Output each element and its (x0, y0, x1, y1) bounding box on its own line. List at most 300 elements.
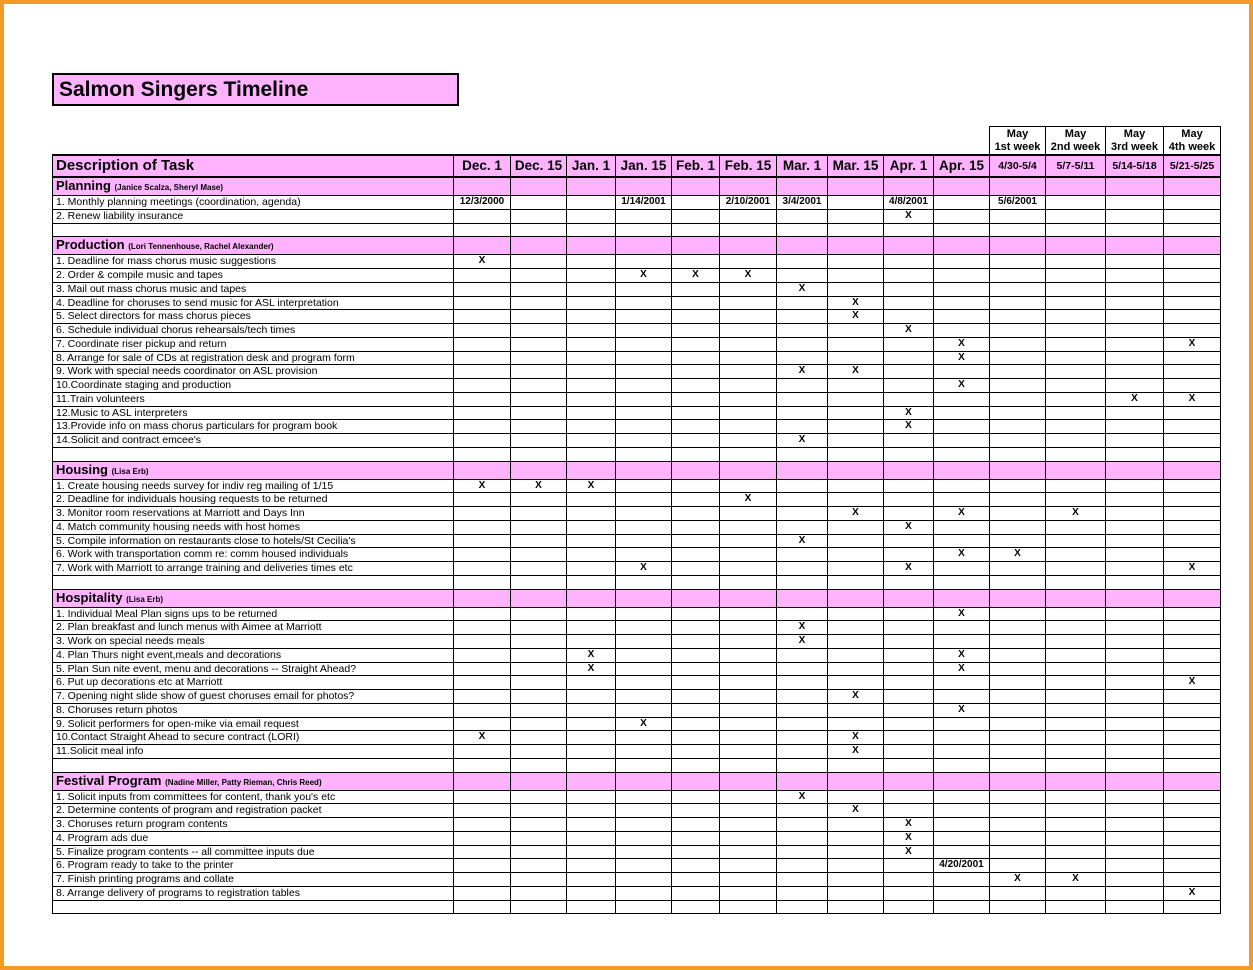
schedule-cell (828, 337, 884, 351)
schedule-cell: 4/8/2001 (884, 196, 934, 210)
task-row (53, 845, 1221, 859)
section-header-cell (828, 237, 884, 255)
section-header-cell (828, 177, 884, 196)
schedule-cell: X (934, 337, 990, 351)
schedule-cell (777, 873, 828, 887)
schedule-cell (1106, 804, 1164, 818)
schedule-cell (511, 196, 567, 210)
column-header: 5/7-5/11 (1046, 155, 1106, 177)
schedule-cell (828, 255, 884, 269)
schedule-cell (672, 648, 720, 662)
schedule-cell (1164, 703, 1221, 717)
spacer-cell (1164, 447, 1221, 461)
schedule-cell (720, 434, 777, 448)
schedule-cell: X (1046, 873, 1106, 887)
schedule-cell (990, 635, 1046, 649)
schedule-cell (1046, 562, 1106, 576)
task-label: 1. Individual Meal Plan signs ups to be returned (53, 607, 454, 621)
section-header-cell (616, 237, 672, 255)
schedule-cell (616, 804, 672, 818)
schedule-cell (567, 520, 616, 534)
schedule-cell (990, 434, 1046, 448)
schedule-cell (777, 209, 828, 223)
schedule-cell (1164, 255, 1221, 269)
schedule-cell (616, 607, 672, 621)
section-name: Hospitality (56, 589, 123, 605)
schedule-cell (672, 635, 720, 649)
spacer-cell (1164, 223, 1221, 237)
schedule-cell (934, 479, 990, 493)
schedule-cell (567, 534, 616, 548)
schedule-cell (511, 648, 567, 662)
schedule-cell (511, 324, 567, 338)
schedule-cell (884, 365, 934, 379)
schedule-cell (828, 845, 884, 859)
schedule-cell (1164, 296, 1221, 310)
schedule-cell: X (934, 548, 990, 562)
schedule-cell (990, 379, 1046, 393)
schedule-cell: X (1164, 392, 1221, 406)
schedule-cell (616, 365, 672, 379)
page-title: Salmon Singers Timeline (52, 73, 459, 106)
spacer-cell (934, 447, 990, 461)
section-header-cell (1046, 461, 1106, 479)
task-row (53, 717, 1221, 731)
section-header-cell (1046, 589, 1106, 607)
schedule-cell (1046, 269, 1106, 283)
schedule-cell (616, 745, 672, 759)
schedule-cell (884, 873, 934, 887)
schedule-cell (454, 520, 511, 534)
section-title (53, 461, 454, 479)
schedule-cell (672, 886, 720, 900)
task-row (53, 731, 1221, 745)
schedule-cell (672, 324, 720, 338)
schedule-cell (990, 831, 1046, 845)
schedule-cell (567, 690, 616, 704)
schedule-cell (720, 392, 777, 406)
schedule-cell (454, 607, 511, 621)
spacer-row (53, 575, 1221, 589)
schedule-cell: X (828, 296, 884, 310)
schedule-cell (828, 818, 884, 832)
section-header-row (53, 461, 1221, 479)
schedule-cell (511, 690, 567, 704)
task-row (53, 562, 1221, 576)
schedule-cell (672, 607, 720, 621)
schedule-cell (1106, 337, 1164, 351)
spacer-cell (990, 758, 1046, 772)
task-label: 4. Match community housing needs with host homes (53, 520, 454, 534)
schedule-cell (616, 886, 672, 900)
spacer-cell (884, 758, 934, 772)
schedule-cell (720, 607, 777, 621)
schedule-cell (1106, 255, 1164, 269)
schedule-cell (1164, 804, 1221, 818)
section-header-cell (1106, 461, 1164, 479)
schedule-cell: X (454, 731, 511, 745)
schedule-cell (884, 859, 934, 873)
task-row (53, 534, 1221, 548)
schedule-cell (1164, 406, 1221, 420)
section-header-cell (1106, 772, 1164, 790)
spacer-cell (672, 447, 720, 461)
spacer-cell (990, 223, 1046, 237)
schedule-cell (1106, 351, 1164, 365)
schedule-cell (511, 520, 567, 534)
task-label: 2. Deadline for individuals housing requests to be returned (53, 493, 454, 507)
task-label: 7. Finish printing programs and collate (53, 873, 454, 887)
schedule-cell (934, 745, 990, 759)
task-row (53, 507, 1221, 521)
schedule-cell (720, 662, 777, 676)
section-header-cell (990, 589, 1046, 607)
schedule-cell (616, 209, 672, 223)
schedule-cell (1046, 703, 1106, 717)
schedule-cell (616, 859, 672, 873)
schedule-cell (1046, 845, 1106, 859)
schedule-cell (990, 886, 1046, 900)
spacer-cell (672, 575, 720, 589)
spacer-cell (720, 447, 777, 461)
schedule-cell (454, 562, 511, 576)
section-header-cell (777, 177, 828, 196)
spacer-cell (511, 575, 567, 589)
schedule-cell (1164, 731, 1221, 745)
section-header-cell (454, 177, 511, 196)
schedule-cell (511, 804, 567, 818)
section-header-cell (1164, 461, 1221, 479)
spacer-cell (567, 447, 616, 461)
schedule-cell (934, 255, 990, 269)
task-row (53, 607, 1221, 621)
spacer-cell (511, 223, 567, 237)
schedule-cell (990, 703, 1046, 717)
schedule-cell (1106, 379, 1164, 393)
schedule-cell (884, 255, 934, 269)
schedule-cell: X (567, 479, 616, 493)
schedule-cell: X (884, 406, 934, 420)
task-row (53, 676, 1221, 690)
schedule-cell (1106, 818, 1164, 832)
schedule-cell (567, 269, 616, 283)
section-header-cell (672, 461, 720, 479)
section-header-cell (616, 461, 672, 479)
schedule-cell (511, 392, 567, 406)
section-name: Festival Program (56, 772, 162, 788)
schedule-cell (884, 310, 934, 324)
schedule-cell (454, 804, 511, 818)
schedule-cell (884, 534, 934, 548)
schedule-cell (720, 818, 777, 832)
schedule-cell (616, 379, 672, 393)
task-row (53, 703, 1221, 717)
section-header-cell (777, 237, 828, 255)
schedule-cell (828, 635, 884, 649)
may-week-header (989, 126, 1221, 154)
schedule-cell (567, 493, 616, 507)
section-header-cell (1164, 772, 1221, 790)
schedule-cell (1164, 831, 1221, 845)
schedule-cell: X (884, 420, 934, 434)
schedule-cell (1106, 269, 1164, 283)
section-people: (Lori Tennenhouse, Rachel Alexander) (128, 242, 274, 252)
schedule-cell (934, 790, 990, 804)
schedule-cell (884, 479, 934, 493)
schedule-cell: X (828, 310, 884, 324)
task-row (53, 434, 1221, 448)
section-header-cell (1164, 589, 1221, 607)
task-label: 1. Deadline for mass chorus music suggestions (53, 255, 454, 269)
schedule-cell (884, 392, 934, 406)
schedule-cell (672, 365, 720, 379)
section-header-cell (720, 589, 777, 607)
schedule-cell (567, 507, 616, 521)
schedule-cell (511, 269, 567, 283)
schedule-cell (990, 507, 1046, 521)
spacer-cell (511, 758, 567, 772)
schedule-cell (1164, 621, 1221, 635)
spacer-cell (567, 223, 616, 237)
section-title (53, 589, 454, 607)
task-label: 4. Deadline for choruses to send music for ASL interpretation (53, 296, 454, 310)
schedule-cell (1164, 607, 1221, 621)
schedule-cell: X (884, 324, 934, 338)
schedule-cell (1046, 607, 1106, 621)
schedule-cell (1046, 690, 1106, 704)
schedule-cell (990, 255, 1046, 269)
schedule-cell (720, 690, 777, 704)
spacer-cell (720, 575, 777, 589)
column-header: Mar. 15 (828, 155, 884, 177)
spacer-cell (934, 900, 990, 914)
schedule-cell (511, 818, 567, 832)
schedule-cell (1164, 269, 1221, 283)
schedule-cell (567, 717, 616, 731)
spacer-cell (1164, 900, 1221, 914)
task-row (53, 635, 1221, 649)
schedule-cell (672, 676, 720, 690)
schedule-cell (828, 269, 884, 283)
schedule-cell (511, 562, 567, 576)
section-header-cell (720, 177, 777, 196)
spacer-cell (828, 900, 884, 914)
task-label: 7. Work with Marriott to arrange training and deliveries times etc (53, 562, 454, 576)
schedule-cell: X (884, 520, 934, 534)
schedule-cell (616, 337, 672, 351)
schedule-cell (616, 831, 672, 845)
schedule-cell (567, 790, 616, 804)
schedule-cell: 12/3/2000 (454, 196, 511, 210)
spacer-row (53, 447, 1221, 461)
spacer-cell (454, 758, 511, 772)
column-header: Apr. 1 (884, 155, 934, 177)
section-header-row (53, 772, 1221, 790)
schedule-cell (884, 745, 934, 759)
section-header-cell (1106, 237, 1164, 255)
schedule-cell (828, 282, 884, 296)
spacer-cell (672, 900, 720, 914)
schedule-cell (1046, 662, 1106, 676)
schedule-cell (777, 324, 828, 338)
may-week-2-header: May 2nd week (1046, 127, 1106, 155)
schedule-cell (616, 703, 672, 717)
schedule-cell (1046, 324, 1106, 338)
schedule-cell (990, 818, 1046, 832)
schedule-cell (720, 548, 777, 562)
schedule-cell: X (616, 562, 672, 576)
schedule-cell: X (884, 831, 934, 845)
schedule-cell (454, 507, 511, 521)
schedule-cell (672, 351, 720, 365)
schedule-cell (511, 296, 567, 310)
section-header-cell (720, 237, 777, 255)
schedule-cell (511, 607, 567, 621)
section-title (53, 772, 454, 790)
schedule-cell (454, 662, 511, 676)
task-label: 5. Compile information on restaurants close to hotels/St Cecilia's (53, 534, 454, 548)
schedule-cell (777, 379, 828, 393)
schedule-cell (454, 648, 511, 662)
schedule-cell (1046, 520, 1106, 534)
spacer-cell (934, 758, 990, 772)
schedule-cell (1046, 534, 1106, 548)
spacer-cell (1164, 575, 1221, 589)
schedule-cell (1164, 690, 1221, 704)
spacer-cell (1106, 223, 1164, 237)
task-label: 10.Coordinate staging and production (53, 379, 454, 393)
schedule-cell (511, 676, 567, 690)
section-header-cell (720, 461, 777, 479)
section-people: (Janice Scalza, Sheryl Mase) (114, 183, 224, 192)
schedule-cell (672, 621, 720, 635)
schedule-cell: X (777, 621, 828, 635)
schedule-cell (616, 648, 672, 662)
schedule-cell (567, 324, 616, 338)
section-people: (Lisa Erb) (126, 594, 163, 604)
schedule-cell (616, 392, 672, 406)
schedule-cell (720, 255, 777, 269)
schedule-cell (672, 296, 720, 310)
schedule-cell (884, 703, 934, 717)
schedule-cell (672, 420, 720, 434)
task-row (53, 648, 1221, 662)
spacer-cell (1046, 223, 1106, 237)
schedule-cell (1046, 859, 1106, 873)
column-header: Apr. 15 (934, 155, 990, 177)
schedule-cell (511, 662, 567, 676)
task-row (53, 209, 1221, 223)
section-header-cell (1164, 237, 1221, 255)
schedule-cell (884, 337, 934, 351)
schedule-cell (828, 379, 884, 393)
schedule-cell (884, 886, 934, 900)
schedule-cell (777, 392, 828, 406)
schedule-cell (720, 365, 777, 379)
schedule-cell (1046, 790, 1106, 804)
section-header-cell (511, 237, 567, 255)
schedule-cell (1106, 434, 1164, 448)
task-label: 8. Choruses return photos (53, 703, 454, 717)
schedule-cell (616, 493, 672, 507)
schedule-cell (934, 434, 990, 448)
task-row (53, 621, 1221, 635)
task-label: 6. Program ready to take to the printer (53, 859, 454, 873)
schedule-cell (1106, 507, 1164, 521)
spacer-cell (511, 900, 567, 914)
schedule-cell (454, 379, 511, 393)
schedule-cell (720, 745, 777, 759)
section-header-cell (828, 461, 884, 479)
schedule-cell (884, 351, 934, 365)
section-header-cell (884, 772, 934, 790)
spacer-cell (1046, 575, 1106, 589)
task-label: 3. Monitor room reservations at Marriott and Days Inn (53, 507, 454, 521)
schedule-cell (884, 621, 934, 635)
task-label: 5. Select directors for mass chorus pieces (53, 310, 454, 324)
schedule-cell (1164, 662, 1221, 676)
schedule-cell (1164, 310, 1221, 324)
schedule-cell (990, 406, 1046, 420)
schedule-cell (934, 562, 990, 576)
schedule-cell: X (616, 269, 672, 283)
schedule-cell (720, 831, 777, 845)
section-header-row (53, 237, 1221, 255)
schedule-cell: X (884, 209, 934, 223)
schedule-cell (511, 703, 567, 717)
schedule-cell: X (828, 731, 884, 745)
schedule-cell (828, 406, 884, 420)
schedule-cell (511, 420, 567, 434)
schedule-cell (990, 337, 1046, 351)
schedule-cell (884, 717, 934, 731)
schedule-cell (1164, 507, 1221, 521)
schedule-cell (616, 690, 672, 704)
schedule-cell (934, 873, 990, 887)
schedule-cell (454, 351, 511, 365)
schedule-cell (777, 703, 828, 717)
schedule-cell (934, 831, 990, 845)
spacer-cell (884, 447, 934, 461)
schedule-cell (720, 886, 777, 900)
schedule-cell (990, 662, 1046, 676)
spacer-cell (1046, 900, 1106, 914)
schedule-cell (990, 209, 1046, 223)
schedule-cell (934, 845, 990, 859)
schedule-cell (1106, 420, 1164, 434)
schedule-cell: 5/6/2001 (990, 196, 1046, 210)
schedule-cell (990, 804, 1046, 818)
schedule-cell (1164, 717, 1221, 731)
section-name: Planning (56, 178, 111, 193)
schedule-cell (454, 621, 511, 635)
schedule-cell (454, 745, 511, 759)
schedule-cell: X (511, 479, 567, 493)
schedule-cell (616, 479, 672, 493)
schedule-cell (884, 731, 934, 745)
schedule-cell (1164, 548, 1221, 562)
schedule-cell (1164, 351, 1221, 365)
schedule-cell (934, 282, 990, 296)
schedule-cell (934, 731, 990, 745)
schedule-cell (720, 676, 777, 690)
section-people: (Lisa Erb) (111, 466, 149, 476)
section-header-cell (616, 177, 672, 196)
schedule-cell (672, 845, 720, 859)
schedule-cell (990, 745, 1046, 759)
task-row (53, 420, 1221, 434)
task-row (53, 831, 1221, 845)
